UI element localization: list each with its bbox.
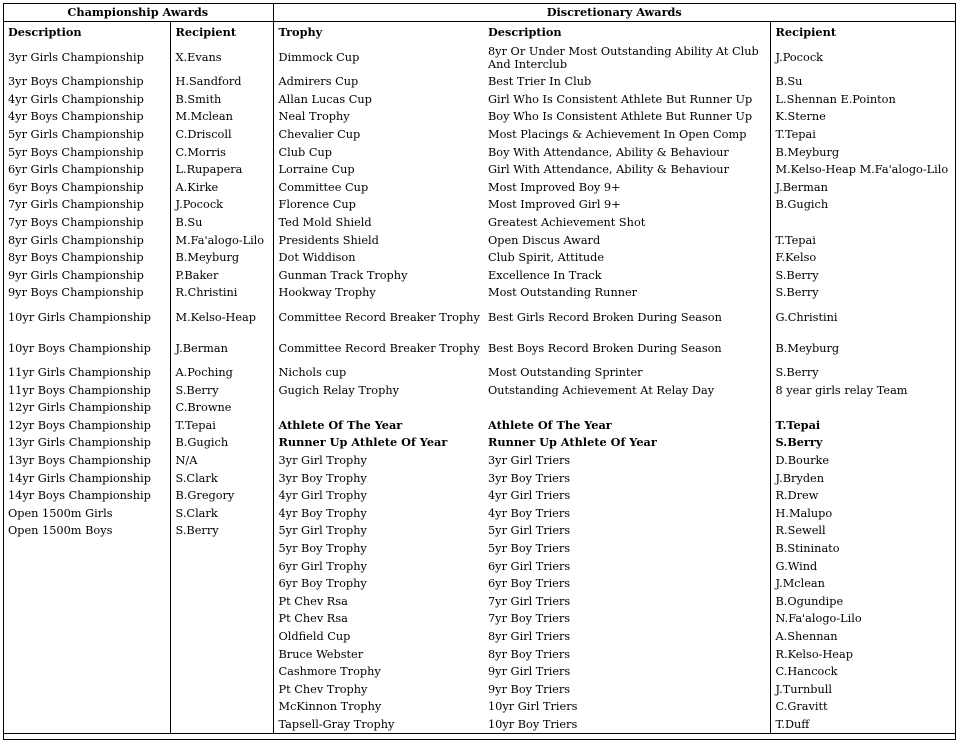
award-description-cell: Open Discus Award xyxy=(488,233,601,247)
award-recipient-cell: M.Kelso-Heap M.Fa'alogo-Lilo xyxy=(770,161,955,179)
championship-recipient-cell xyxy=(170,698,273,716)
table-row xyxy=(3,302,955,333)
award-recipient-cell: T.Duff xyxy=(770,716,955,734)
award-description-cell: 6yr Girl Triers xyxy=(488,559,571,573)
trophy-cell: 4yr Girl Trophy xyxy=(273,487,483,505)
award-description-cell: 8yr Or Under Most Outstanding Ability At Club And Interclub xyxy=(488,44,759,71)
championship-recipient-cell xyxy=(170,592,273,610)
trophy-cell: 3yr Boy Trophy xyxy=(273,469,483,487)
table-row xyxy=(3,333,955,364)
award-recipient-cell: 8 year girls relay Team xyxy=(770,381,955,399)
table-row xyxy=(3,698,955,716)
trophy-cell: Nichols cup xyxy=(273,364,483,382)
table-row xyxy=(3,91,955,109)
championship-description-cell xyxy=(3,698,170,716)
table-row xyxy=(3,42,955,73)
championship-recipient-cell: B.Su xyxy=(170,214,273,232)
championship-description-cell: 6yr Boys Championship xyxy=(8,180,144,194)
championship-recipient-cell xyxy=(170,628,273,646)
championship-description-cell: 11yr Boys Championship xyxy=(8,383,151,397)
award-recipient-cell: S.Berry xyxy=(770,364,955,382)
table-row xyxy=(3,628,955,646)
award-recipient-cell: F.Kelso xyxy=(770,249,955,267)
award-description-cell: 4yr Girl Triers xyxy=(488,489,571,503)
award-recipient-cell: J.Berman xyxy=(770,179,955,197)
award-description-cell: Club Spirit, Attitude xyxy=(488,251,605,265)
award-recipient-cell: R.Kelso-Heap xyxy=(770,645,955,663)
table-row xyxy=(3,161,955,179)
table-row xyxy=(3,267,955,285)
championship-recipient-cell: J.Berman xyxy=(170,333,273,364)
award-description-cell: 8yr Girl Triers xyxy=(488,629,571,643)
trophy-cell: Athlete Of The Year xyxy=(273,417,483,435)
award-recipient-cell: C.Hancock xyxy=(770,663,955,681)
trophy-cell: 5yr Girl Trophy xyxy=(273,522,483,540)
championship-recipient-cell: B.Gugich xyxy=(170,434,273,452)
championship-recipient-cell xyxy=(170,663,273,681)
award-recipient-cell: B.Su xyxy=(770,73,955,91)
table-row xyxy=(3,575,955,593)
trophy-cell: Admirers Cup xyxy=(273,73,483,91)
trophy-cell: Pt Chev Trophy xyxy=(273,680,483,698)
table-row xyxy=(3,231,955,249)
award-description-cell: 10yr Girl Triers xyxy=(488,700,578,714)
championship-recipient-cell: M.Kelso-Heap xyxy=(170,302,273,333)
championship-recipient-cell: L.Rupapera xyxy=(170,161,273,179)
championship-recipient-cell: J.Pocock xyxy=(170,196,273,214)
championship-description-cell: 12yr Girls Championship xyxy=(8,401,151,415)
section-title-row xyxy=(3,3,955,22)
award-description-cell: Most Improved Boy 9+ xyxy=(488,180,621,194)
trophy-cell: Bruce Webster xyxy=(273,645,483,663)
championship-recipient-cell xyxy=(170,680,273,698)
championship-description-cell: 5yr Boys Championship xyxy=(8,145,144,159)
award-description-cell: Most Outstanding Sprinter xyxy=(488,366,643,380)
trophy-cell: 6yr Boy Trophy xyxy=(273,575,483,593)
championship-description-cell: 7yr Girls Championship xyxy=(8,198,144,212)
championship-recipient-cell: A.Kirke xyxy=(170,179,273,197)
table-row xyxy=(3,557,955,575)
trophy-cell: Pt Chev Rsa xyxy=(273,592,483,610)
table-row xyxy=(3,504,955,522)
trophy-cell: Dot Widdison xyxy=(273,249,483,267)
award-recipient-cell: N.Fa'alogo-Lilo xyxy=(770,610,955,628)
championship-recipient-cell: S.Berry xyxy=(170,381,273,399)
trophy-cell: Club Cup xyxy=(273,143,483,161)
championship-recipient-cell xyxy=(170,610,273,628)
championship-description-cell xyxy=(3,716,170,734)
championship-recipient-cell: H.Sandford xyxy=(170,73,273,91)
table-row xyxy=(3,452,955,470)
award-description-cell: 5yr Boy Triers xyxy=(488,541,571,555)
table-row xyxy=(3,284,955,302)
table-row xyxy=(3,663,955,681)
championship-description-cell xyxy=(3,610,170,628)
trophy-cell: Neal Trophy xyxy=(273,108,483,126)
championship-recipient-cell: S.Clark xyxy=(170,504,273,522)
table-row xyxy=(3,716,955,734)
championship-description-cell: 10yr Girls Championship xyxy=(8,310,151,324)
awards-table xyxy=(3,3,955,734)
award-description-cell: 4yr Boy Triers xyxy=(488,506,571,520)
championship-description-cell: 7yr Boys Championship xyxy=(8,216,144,230)
trophy-cell: Lorraine Cup xyxy=(273,161,483,179)
championship-recipient-cell: B.Gregory xyxy=(170,487,273,505)
discretionary-awards-title: Discretionary Awards xyxy=(273,3,955,22)
trophy-cell: Gunman Track Trophy xyxy=(273,267,483,285)
award-description-cell: 7yr Girl Triers xyxy=(488,594,571,608)
header-trophy: Trophy xyxy=(273,22,483,43)
award-recipient-cell: J.Pocock xyxy=(770,42,955,73)
championship-description-cell: Open 1500m Boys xyxy=(8,524,113,538)
championship-description-cell: 14yr Girls Championship xyxy=(8,471,151,485)
award-recipient-cell: S.Berry xyxy=(770,267,955,285)
championship-recipient-cell: S.Clark xyxy=(170,469,273,487)
header-recipient: Recipient xyxy=(170,22,273,43)
trophy-cell: Committee Cup xyxy=(273,179,483,197)
table-row xyxy=(3,434,955,452)
award-description-cell: Runner Up Athlete Of Year xyxy=(488,435,657,450)
award-recipient-cell: C.Gravitt xyxy=(770,698,955,716)
award-recipient-cell: J.Turnbull xyxy=(770,680,955,698)
trophy-cell: 3yr Girl Trophy xyxy=(273,452,483,470)
trophy-cell: 6yr Girl Trophy xyxy=(273,557,483,575)
award-description-cell: 6yr Boy Triers xyxy=(488,577,571,591)
award-description-cell: Girl With Attendance, Ability & Behaviour xyxy=(488,163,729,177)
award-recipient-cell: A.Shennan xyxy=(770,628,955,646)
trophy-cell: Allan Lucas Cup xyxy=(273,91,483,109)
table-row xyxy=(3,417,955,435)
championship-recipient-cell: X.Evans xyxy=(170,42,273,73)
award-description-cell: 9yr Girl Triers xyxy=(488,665,571,679)
trophy-cell: McKinnon Trophy xyxy=(273,698,483,716)
award-recipient-cell: S.Berry xyxy=(770,434,955,452)
table-row xyxy=(3,487,955,505)
championship-description-cell: 9yr Girls Championship xyxy=(8,268,144,282)
table-row xyxy=(3,364,955,382)
championship-awards-title: Championship Awards xyxy=(3,3,273,22)
award-description-cell: 5yr Girl Triers xyxy=(488,524,571,538)
championship-description-cell: 13yr Girls Championship xyxy=(8,436,151,450)
table-row xyxy=(3,540,955,558)
championship-description-cell: 14yr Boys Championship xyxy=(8,489,151,503)
award-recipient-cell: D.Bourke xyxy=(770,452,955,470)
championship-recipient-cell: C.Driscoll xyxy=(170,126,273,144)
award-recipient-cell: B.Meyburg xyxy=(770,333,955,364)
championship-description-cell: 12yr Boys Championship xyxy=(8,418,151,432)
trophy-cell: Dimmock Cup xyxy=(273,42,483,73)
championship-recipient-cell: C.Morris xyxy=(170,143,273,161)
championship-description-cell xyxy=(3,540,170,558)
award-recipient-cell xyxy=(770,399,955,417)
championship-description-cell: 11yr Girls Championship xyxy=(8,366,151,380)
trophy-cell: Hookway Trophy xyxy=(273,284,483,302)
award-description-cell: Most Improved Girl 9+ xyxy=(488,198,621,212)
award-recipient-cell: K.Sterne xyxy=(770,108,955,126)
table-row xyxy=(3,399,955,417)
championship-recipient-cell: N/A xyxy=(170,452,273,470)
table-row xyxy=(3,196,955,214)
award-recipient-cell: B.Stininato xyxy=(770,540,955,558)
championship-recipient-cell: R.Christini xyxy=(170,284,273,302)
award-recipient-cell: S.Berry xyxy=(770,284,955,302)
table-row xyxy=(3,73,955,91)
championship-description-cell: 3yr Boys Championship xyxy=(8,75,144,89)
championship-description-cell: 5yr Girls Championship xyxy=(8,128,144,142)
trophy-cell: Tapsell-Gray Trophy xyxy=(273,716,483,734)
trophy-cell: Florence Cup xyxy=(273,196,483,214)
championship-recipient-cell xyxy=(170,575,273,593)
table-row xyxy=(3,108,955,126)
championship-recipient-cell xyxy=(170,716,273,734)
table-row xyxy=(3,592,955,610)
championship-description-cell: 13yr Boys Championship xyxy=(8,453,151,467)
header-recipient-discretionary: Recipient xyxy=(770,22,955,43)
trophy-cell: Chevalier Cup xyxy=(273,126,483,144)
award-description-cell: 9yr Boy Triers xyxy=(488,682,571,696)
award-description-cell: Boy With Attendance, Ability & Behaviour xyxy=(488,145,729,159)
table-row xyxy=(3,179,955,197)
championship-recipient-cell: C.Browne xyxy=(170,399,273,417)
award-recipient-cell: T.Tepai xyxy=(770,126,955,144)
award-description-cell: 3yr Boy Triers xyxy=(488,471,571,485)
championship-recipient-cell: P.Baker xyxy=(170,267,273,285)
table-row xyxy=(3,143,955,161)
trophy-cell: Gugich Relay Trophy xyxy=(273,381,483,399)
award-description-cell: Boy Who Is Consistent Athlete But Runner Up xyxy=(488,110,753,124)
trophy-cell: Cashmore Trophy xyxy=(273,663,483,681)
award-description-cell: Best Girls Record Broken During Season xyxy=(488,310,722,324)
championship-description-cell: 8yr Girls Championship xyxy=(8,233,144,247)
table-row xyxy=(3,522,955,540)
championship-recipient-cell xyxy=(170,645,273,663)
championship-description-cell: 3yr Girls Championship xyxy=(8,51,144,64)
table-row xyxy=(3,645,955,663)
award-description-cell: 3yr Girl Triers xyxy=(488,453,571,467)
championship-recipient-cell xyxy=(170,557,273,575)
trophy-cell: 5yr Boy Trophy xyxy=(273,540,483,558)
championship-description-cell: Open 1500m Girls xyxy=(8,506,113,520)
award-recipient-cell: R.Drew xyxy=(770,487,955,505)
award-recipient-cell: J.Mclean xyxy=(770,575,955,593)
championship-description-cell: 9yr Boys Championship xyxy=(8,286,144,300)
championship-recipient-cell: M.Mclean xyxy=(170,108,273,126)
award-description-cell: Athlete Of The Year xyxy=(488,417,612,432)
championship-recipient-cell: M.Fa'alogo-Lilo xyxy=(170,231,273,249)
award-recipient-cell xyxy=(770,214,955,232)
award-recipient-cell: T.Tepai xyxy=(770,417,955,435)
award-recipient-cell: T.Tepai xyxy=(770,231,955,249)
header-description: Description xyxy=(8,24,82,39)
trophy-cell: Pt Chev Rsa xyxy=(273,610,483,628)
table-row xyxy=(3,610,955,628)
championship-description-cell xyxy=(3,645,170,663)
championship-recipient-cell: A.Poching xyxy=(170,364,273,382)
award-description-cell: Best Trier In Club xyxy=(488,75,592,89)
award-recipient-cell: H.Malupo xyxy=(770,504,955,522)
award-description-cell: Most Outstanding Runner xyxy=(488,286,638,300)
award-recipient-cell: B.Meyburg xyxy=(770,143,955,161)
table-row xyxy=(3,126,955,144)
trophy-cell: Runner Up Athlete Of Year xyxy=(273,434,483,452)
table-row xyxy=(3,249,955,267)
championship-recipient-cell xyxy=(170,540,273,558)
trophy-cell: Ted Mold Shield xyxy=(273,214,483,232)
award-description-cell: Most Placings & Achievement In Open Comp xyxy=(488,128,747,142)
trophy-cell: Committee Record Breaker Trophy xyxy=(273,333,483,364)
championship-recipient-cell: B.Meyburg xyxy=(170,249,273,267)
trophy-cell: 4yr Boy Trophy xyxy=(273,504,483,522)
header-description-discretionary: Description xyxy=(488,24,562,39)
table-row xyxy=(3,469,955,487)
table-row xyxy=(3,381,955,399)
championship-description-cell: 8yr Boys Championship xyxy=(8,251,144,265)
award-description-cell xyxy=(483,399,770,417)
championship-description-cell xyxy=(3,680,170,698)
trophy-cell: Oldfield Cup xyxy=(273,628,483,646)
championship-recipient-cell: T.Tepai xyxy=(170,417,273,435)
championship-description-cell: 4yr Girls Championship xyxy=(8,92,144,106)
trophy-cell: Presidents Shield xyxy=(273,231,483,249)
championship-description-cell: 4yr Boys Championship xyxy=(8,110,144,124)
championship-description-cell xyxy=(3,575,170,593)
award-description-cell: 8yr Boy Triers xyxy=(488,647,571,661)
award-recipient-cell: G.Wind xyxy=(770,557,955,575)
trophy-cell: Committee Record Breaker Trophy xyxy=(273,302,483,333)
award-recipient-cell: R.Sewell xyxy=(770,522,955,540)
championship-recipient-cell: S.Berry xyxy=(170,522,273,540)
award-recipient-cell: G.Christini xyxy=(770,302,955,333)
award-description-cell: 7yr Boy Triers xyxy=(488,612,571,626)
table-row xyxy=(3,680,955,698)
championship-description-cell xyxy=(3,592,170,610)
trophy-cell xyxy=(273,399,483,417)
award-description-cell: Excellence In Track xyxy=(488,268,602,282)
award-description-cell: Best Boys Record Broken During Season xyxy=(488,341,722,355)
column-header-row xyxy=(3,22,955,43)
award-recipient-cell: B.Gugich xyxy=(770,196,955,214)
championship-recipient-cell: B.Smith xyxy=(170,91,273,109)
award-recipient-cell: J.Bryden xyxy=(770,469,955,487)
award-recipient-cell: B.Ogundipe xyxy=(770,592,955,610)
award-description-cell: Outstanding Achievement At Relay Day xyxy=(488,383,715,397)
championship-description-cell xyxy=(3,628,170,646)
championship-description-cell: 6yr Girls Championship xyxy=(8,163,144,177)
award-description-cell: 10yr Boy Triers xyxy=(483,716,770,734)
award-description-cell: Greatest Achievement Shot xyxy=(488,216,646,230)
table-row xyxy=(3,214,955,232)
awards-table-body xyxy=(3,3,955,733)
championship-description-cell xyxy=(3,557,170,575)
award-recipient-cell: L.Shennan E.Pointon xyxy=(770,91,955,109)
award-description-cell: Girl Who Is Consistent Athlete But Runner Up xyxy=(488,92,753,106)
championship-description-cell: 10yr Boys Championship xyxy=(8,341,151,355)
championship-description-cell xyxy=(3,663,170,681)
